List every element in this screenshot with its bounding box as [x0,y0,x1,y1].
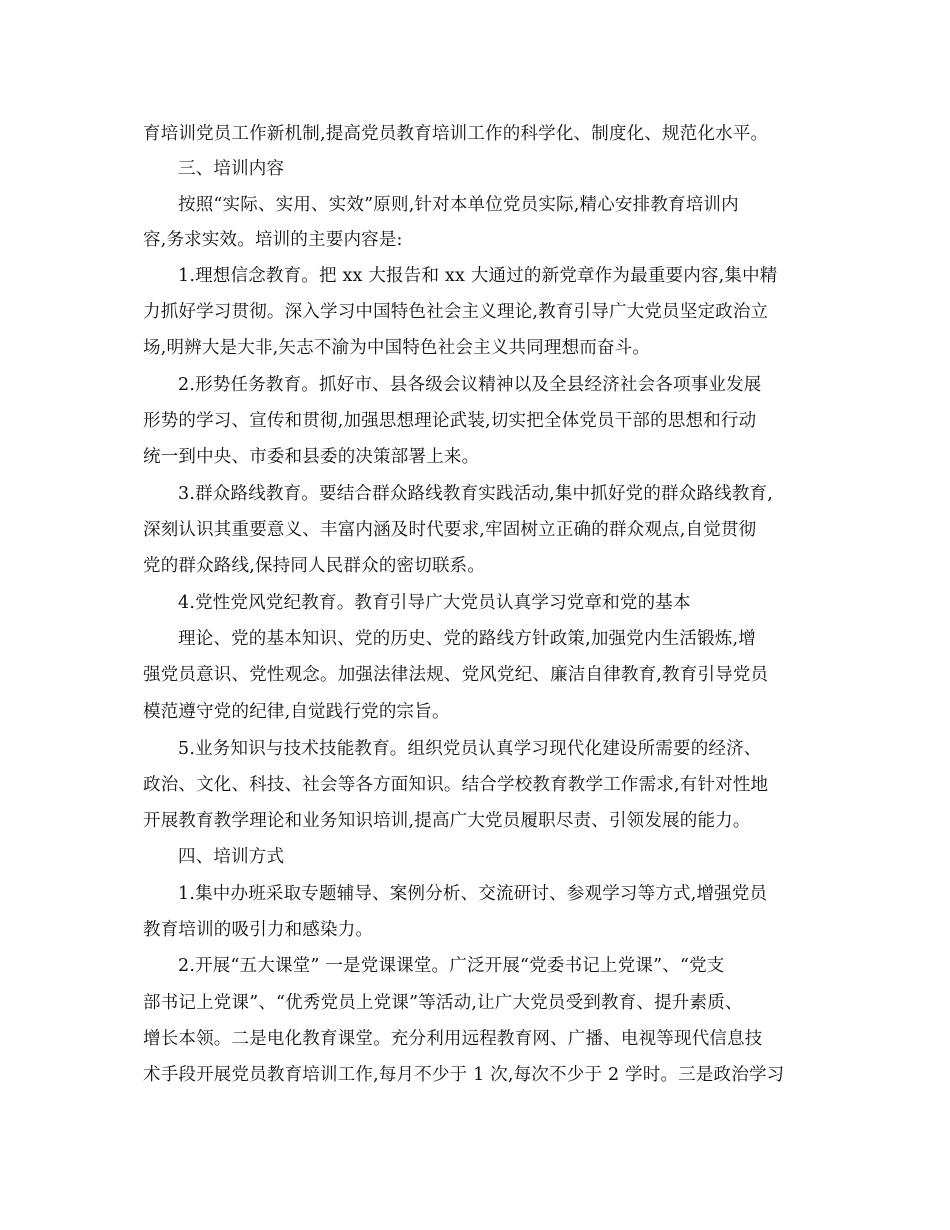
text-line: 2.形势任务教育。抓好市、县各级会议精神以及全县经济社会各项事业发展 [178,375,762,395]
text-line: 容,务求实效。培训的主要内容是: [143,230,403,250]
text-line: 2.开展“五大课堂” 一是党课课堂。广泛开展“党委书记上党课”、“党支 [178,956,725,976]
text-line: 深刻认识其重要意义、丰富内涵及时代要求,牢固树立正确的群众观点,自觉贯彻 [143,520,757,540]
text-line: 形势的学习、宣传和贯彻,加强思想理论武装,切实把全体党员干部的思想和行动 [143,411,757,431]
text-line: 政治、文化、科技、社会等各方面知识。结合学校教育教学工作需求,有针对性地 [143,775,769,795]
text-line: 育培训党员工作新机制,提高党员教育培训工作的科学化、制度化、规范化水平。 [143,124,769,144]
text-line: 4.党性党风党纪教育。教育引导广大党员认真学习党章和党的基本 [178,593,691,613]
text-line: 党的群众路线,保持同人民群众的密切联系。 [143,556,486,576]
text-line: 术手段开展党员教育培训工作,每月不少于 1 次,每次不少于 2 学时。三是政治学习 [143,1065,785,1085]
section-heading: 三、培训内容 [178,159,285,179]
text-line: 增长本领。二是电化教育课堂。充分利用远程教育网、广播、电视等现代信息技 [143,1029,763,1049]
text-line: 5.业务知识与技术技能教育。组织党员认真学习现代化建设所需要的经济、 [178,739,762,759]
text-line: 力抓好学习贯彻。深入学习中国特色社会主义理论,教育引导广大党员坚定政治立 [143,302,769,322]
text-line: 1.集中办班采取专题辅导、案例分析、交流研讨、参观学习等方式,增强党员 [178,884,768,904]
text-line: 教育培训的吸引力和感染力。 [143,920,374,940]
text-line: 1.理想信念教育。把 xx 大报告和 xx 大通过的新党章作为最重要内容,集中精 [178,266,778,286]
text-line: 场,明辨大是大非,矢志不渝为中国特色社会主义共同理想而奋斗。 [143,338,651,358]
section-heading: 四、培训方式 [178,847,285,867]
text-line: 开展教育教学理论和业务知识培训,提高广大党员履职尽责、引领发展的能力。 [143,811,751,831]
text-line: 按照“实际、实用、实效”原则,针对本单位党员实际,精心安排教育培训内 [178,195,739,215]
text-line: 强党员意识、党性观念。加强法律法规、党风党纪、廉洁自律教育,教育引导党员 [143,665,769,685]
text-line: 部书记上党课”、“优秀党员上党课”等活动,让广大党员受到教育、提升素质、 [143,993,743,1013]
text-line: 3.群众路线教育。要结合群众路线教育实践活动,集中抓好党的群众路线教育, [178,484,774,504]
text-line: 模范遵守党的纪律,自觉践行党的宗旨。 [143,702,450,722]
text-line: 统一到中央、市委和县委的决策部署上来。 [143,447,480,467]
text-line: 理论、党的基本知识、党的历史、党的路线方针政策,加强党内生活锻炼,增 [178,629,756,649]
